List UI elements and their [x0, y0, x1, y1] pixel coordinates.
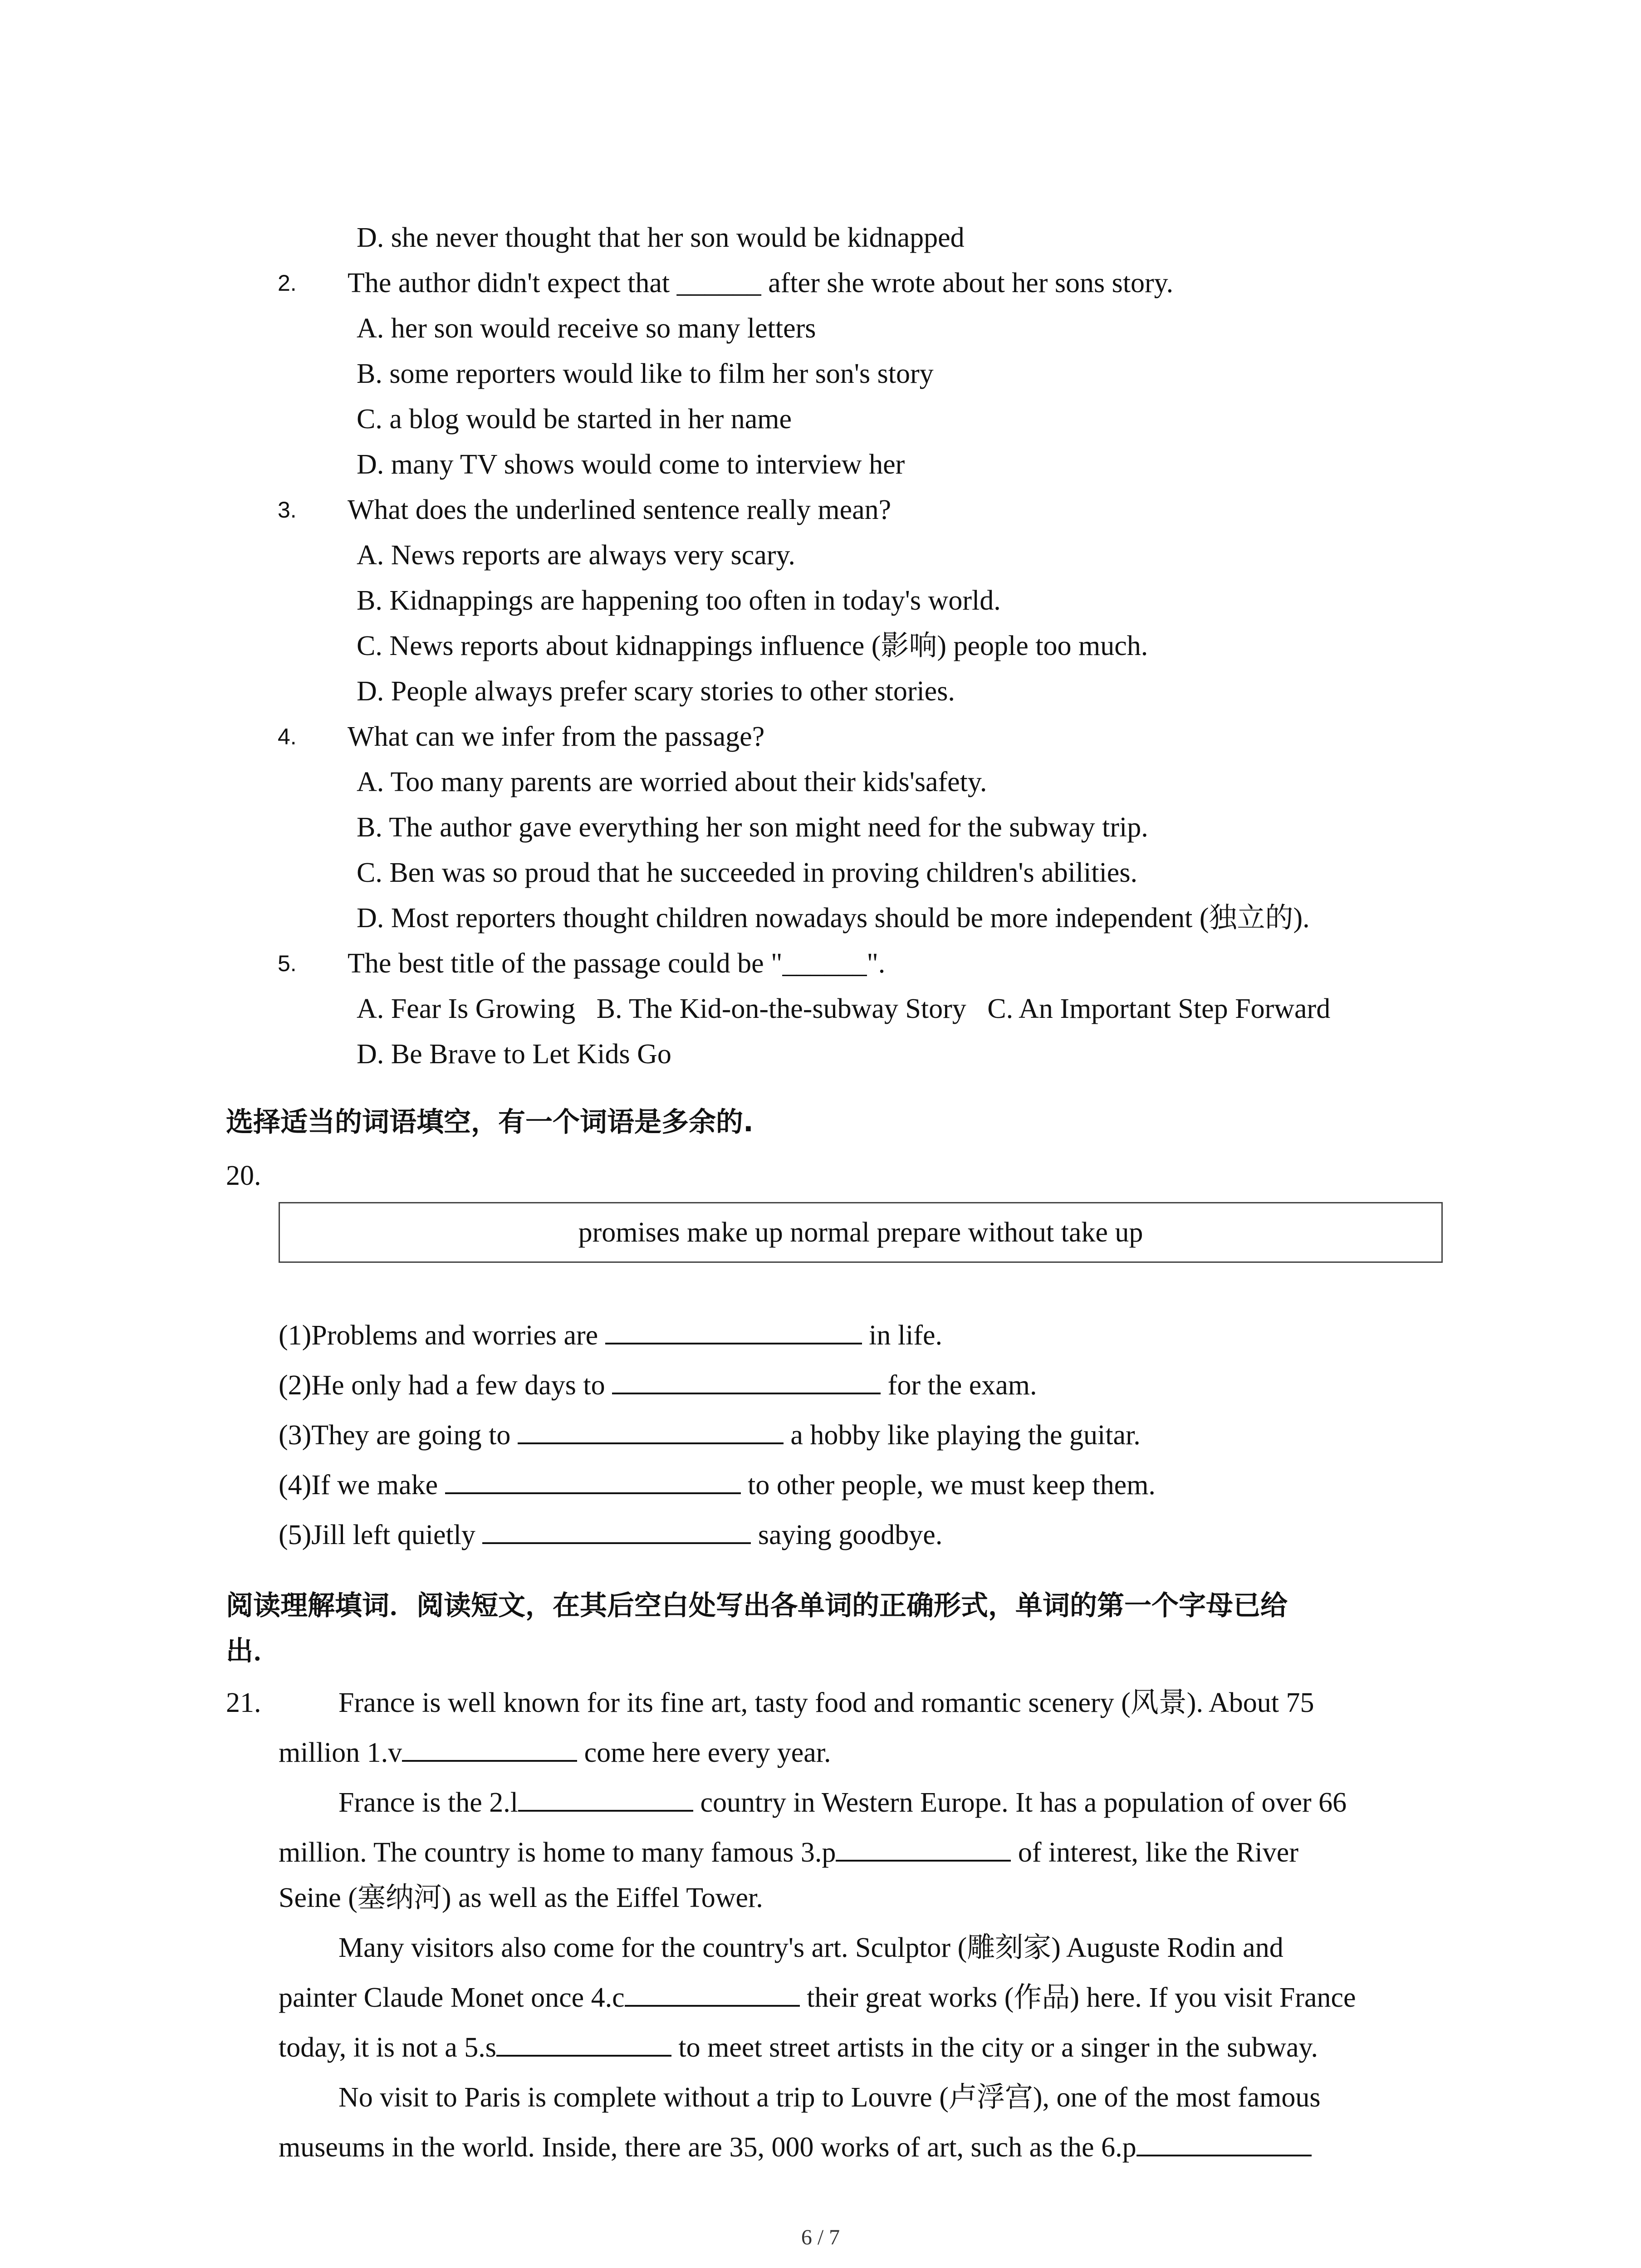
- answer-blank-5[interactable]: [482, 1517, 751, 1544]
- answer-blank-3[interactable]: [518, 1417, 784, 1444]
- q3-option-a: A. News reports are always very scary.: [357, 540, 795, 571]
- q4-stem: What can we infer from the passage?: [348, 721, 765, 752]
- q2-option-b: B. some reporters would like to film her son's story: [357, 358, 934, 389]
- question-20-number: 20.: [226, 1160, 261, 1191]
- q3-stem: What does the underlined sentence really mean?: [348, 494, 892, 525]
- passage-blank-5[interactable]: [496, 2029, 671, 2057]
- fill-item-2: (2)He only had a few days to for the exam.: [279, 1367, 1037, 1403]
- q4-option-d: D. Most reporters thought children nowadays should be more independent (独立的).: [357, 903, 1310, 934]
- passage-blank-2[interactable]: [518, 1784, 693, 1812]
- fill-item-3: (3)They are going to a hobby like playing the guitar.: [279, 1417, 1141, 1453]
- page-number: 6 / 7: [801, 2225, 840, 2249]
- q2-option-c: C. a blog would be started in her name: [357, 404, 792, 435]
- passage-blank-3[interactable]: [836, 1834, 1011, 1862]
- answer-blank-4[interactable]: [445, 1467, 741, 1494]
- passage-line-10: museums in the world. Inside, there are 35, 000 works of art, such as the 6.p: [279, 2129, 1312, 2165]
- passage-blank-4[interactable]: [625, 1980, 800, 2007]
- fill-item-1: (1)Problems and worries are in life.: [279, 1317, 942, 1354]
- passage-line-9: No visit to Paris is complete without a trip to Louvre (卢浮宫), one of the most famous: [338, 2082, 1321, 2113]
- q2-option-a: A. her son would receive so many letters: [357, 313, 816, 344]
- passage-line-3: France is the 2.l country in Western Europe. It has a population of over 66: [338, 1784, 1347, 1821]
- passage-line-1: France is well known for its fine art, tasty food and romantic scenery (风景). About 75: [338, 1687, 1314, 1718]
- passage-line-7: painter Claude Monet once 4.c their great works (作品) here. If you visit France: [279, 1980, 1356, 2016]
- q3-option-c: C. News reports about kidnappings influence (影响) people too much.: [357, 631, 1148, 661]
- q5-stem: The best title of the passage could be "______".: [348, 948, 886, 979]
- passage-line-2: million 1.v come here every year.: [279, 1735, 831, 1771]
- passage-line-8: today, it is not a 5.s to meet street artists in the city or a singer in the subway.: [279, 2029, 1318, 2066]
- passage-blank-1[interactable]: [402, 1735, 577, 1762]
- passage-line-5: Seine (塞纳河) as well as the Eiffel Tower.: [279, 1882, 763, 1913]
- fill-item-5: (5)Jill left quietly saying goodbye.: [279, 1517, 942, 1553]
- q1-option-d: D. she never thought that her son would be kidnapped: [357, 222, 965, 253]
- word-bank-box: [279, 1202, 1443, 1263]
- q3-number: 3.: [278, 497, 297, 523]
- q2-stem: The author didn't expect that ______ after she wrote about her sons story.: [348, 268, 1174, 298]
- q5-number: 5.: [278, 951, 297, 976]
- word-bank-text: promises make up normal prepare without take up: [578, 1217, 1143, 1248]
- q2-option-d: D. many TV shows would come to interview her: [357, 449, 905, 480]
- q4-option-c: C. Ben was so proud that he succeeded in proving children's abilities.: [357, 857, 1137, 888]
- q2-number: 2.: [278, 270, 297, 296]
- q4-option-b: B. The author gave everything her son might need for the subway trip.: [357, 812, 1148, 843]
- answer-blank-1[interactable]: [605, 1317, 862, 1344]
- passage-blank-6[interactable]: [1136, 2129, 1312, 2156]
- section-heading-reading-cont: 出．: [226, 1635, 280, 1667]
- q5-option-d: D. Be Brave to Let Kids Go: [357, 1039, 671, 1070]
- answer-blank-2[interactable]: [612, 1367, 881, 1394]
- section-heading-word-fill: 选择适当的词语填空，有一个词语是多余的.: [226, 1106, 754, 1138]
- q3-option-d: D. People always prefer scary stories to other stories.: [357, 676, 955, 707]
- section-heading-reading: 阅读理解填词．阅读短文，在其后空白处写出各单词的正确形式，单词的第一个字母已给: [226, 1590, 1288, 1622]
- q4-option-a: A. Too many parents are worried about their kids'safety.: [357, 767, 987, 797]
- fill-item-4: (4)If we make to other people, we must keep them.: [279, 1467, 1156, 1503]
- q5-options-abc: A. Fear Is Growing B. The Kid-on-the-subway Story C. An Important Step Forward: [357, 993, 1331, 1024]
- q3-option-b: B. Kidnappings are happening too often in today's world.: [357, 585, 1001, 616]
- question-21-number: 21.: [226, 1687, 261, 1718]
- passage-line-6: Many visitors also come for the country's art. Sculptor (雕刻家) Auguste Rodin and: [338, 1932, 1283, 1963]
- passage-line-4: million. The country is home to many famous 3.p of interest, like the River: [279, 1834, 1298, 1871]
- q4-number: 4.: [278, 724, 297, 749]
